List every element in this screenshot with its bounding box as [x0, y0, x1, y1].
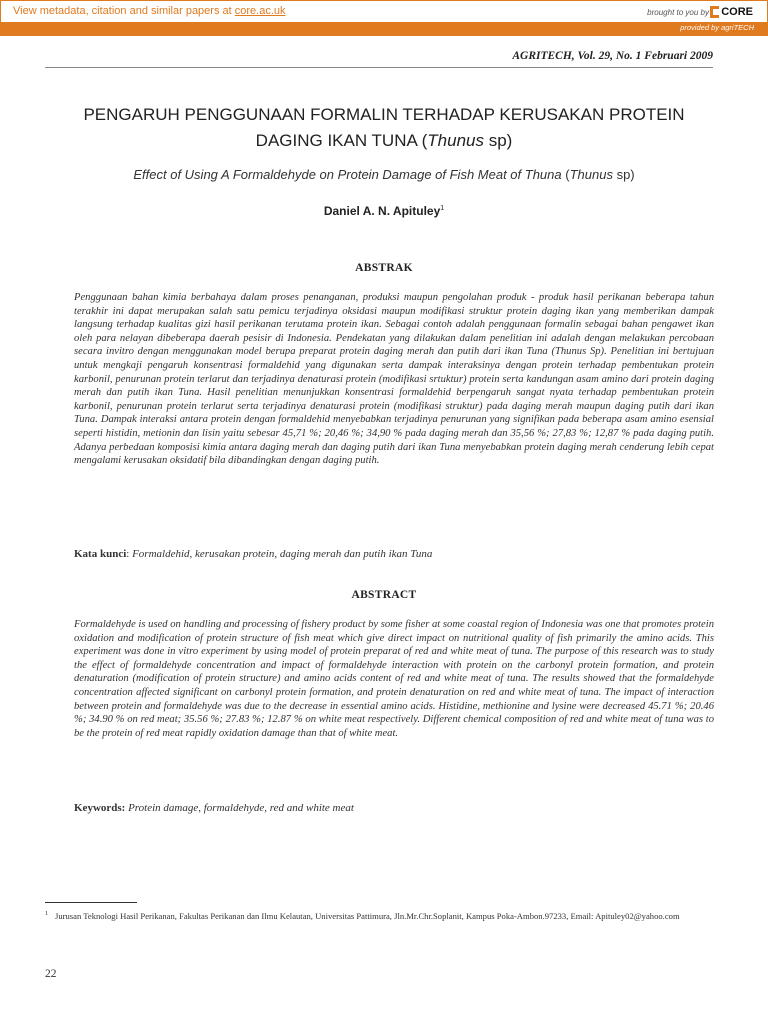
title-species: Thunus — [427, 131, 484, 150]
subtitle-paren: ( — [561, 167, 570, 182]
abstract-heading: ABSTRACT — [351, 589, 417, 601]
metadata-text: View metadata, citation and similar papers at — [13, 5, 235, 17]
journal-header: AGRITECH, Vol. 29, No. 1 Februari 2009 — [512, 50, 713, 62]
kata-kunci-sep: : — [126, 548, 133, 560]
core-provided-strip — [0, 22, 768, 36]
subtitle-end: sp) — [612, 167, 635, 182]
abstract-body: Formaldehyde is used on handling and processing of fishery product by some fisher at some coastal region of Indonesia was one that promotes protein oxidation and modification of protein structure of fish meat which give direct impact on nutritional quality of fish primarily the amino acids. This experiment was done in vitro experiment by using model of protein preparat of red and white meat of tuna. The purpose of this research was to study the effect of formaldehyde concentration and impact of formaldehyde interaction with protein on the carbonyl protein formation, and protein denaturation (modification of protein structure) and amino acids content of red and white meat of tuna. The results showed that the formaldehyde concentration affected significant on carbonyl protein formation, and protein denaturation on red and white meat of tuna. The impact of interaction between protein and formaldehyde was due to the decrease in essential amino acids. Histidine, methionine and lysine were decreased 45.71 %; 20.46 %; 34.90 % on red meat; 35.56 %; 27.83 %; 12.87 % on white meat respectively. Different chemical composition of red and white meat of tuna was to be the protein of red meat rapidly oxidation damage than that of white meat. — [74, 619, 714, 739]
header-divider — [45, 67, 713, 68]
core-logo-text: CORE — [721, 6, 753, 18]
core-banner — [0, 0, 768, 36]
core-logo-icon — [710, 6, 719, 18]
page-number: 22 — [45, 968, 57, 980]
author — [60, 204, 708, 218]
title-line-2-text: DAGING IKAN TUNA ( — [255, 131, 428, 150]
kata-kunci-label: Kata kunci — [74, 548, 127, 560]
keywords — [74, 802, 714, 814]
kata-kunci-text: Formaldehid, kerusakan protein, daging merah dan putih ikan Tuna — [132, 548, 433, 560]
brought-by-text: brought to you by — [647, 8, 709, 17]
keywords-text: Protein damage, formaldehyde, red and white meat — [125, 802, 354, 814]
provided-by-text: provided by agriTECH — [680, 23, 754, 32]
footnote — [45, 910, 713, 922]
author-name: Daniel A. N. Apituley — [323, 204, 441, 218]
title-line-2-end: sp) — [483, 131, 513, 150]
footnote-divider — [45, 902, 137, 903]
title-line-2 — [60, 128, 708, 154]
abstrak-body: Penggunaan bahan kimia berbahaya dalam proses penanganan, produksi maupun pengolahan produk - produk hasil perikanan beberapa tahun terakhir ini dapat merupakan salah satu pemicu terjadinya oksidasi maupun modifikasi struktur protein daging ikan yang memberikan dampak langsung terhadap kualitas gizi hasil perikanan terutama protein ikan. Sebagai contoh adalah penggunaan formalin sebagai bahan pengawet ikan oleh para nelayan dibeberapa daerah pesisir di Indonesia. Pendekatan yang dilakukan dalam penelitian ini adalah dengan melakukan percobaan secara invitro dengan menggunakan model berupa preparat protein daging merah dan putih dari ikan Tuna (Thunus Sp). Penelitian ini bertujuan untuk mengkaji pengaruh konsentrasi formaldehid yang digunakan serta dampak interaksinya dengan protein terhadap pembentukan protein karbonil, penurunan protein terlarut dan terjadinya denaturasi protein (modifikasi srtuktur) protein serta kandungan asam amino dari protein daging merah dan putih ikan Tuna. Hasil penelitian menunjukkan konsentrasi formaldehid berpengaruh sangat nyata terhadap pembentukan protein karbonil, penurunan protein terlarut serta terjadinya denaturasi protein (modifikasi struktur) pada daging merah maupun daging putih dari ikan Tuna. Dampak interaksi antara protein dengan formaldehid menyebabkan terjadinya penurunan yang signifikan pada beberapa asam amino esensial seperti histidin, metionin dan lisin yaitu sebesar 45,71 %; 20,46 %; 34,90 % pada daging merah dan 35,56 %; 27,83 %; 12,87 % pada daging putih. Adanya perbedaan komposisi kimia antara daging merah dan daging putih dari ikan Tuna menyebabkan protein daging merah cenderung lebih cepat mengalami kerusakan oksidatif bila dibandingkan dengan daging putih. — [74, 292, 714, 467]
core-banner-top — [0, 0, 768, 22]
subtitle-text: Effect of Using A Formaldehyde on Protein Damage of Fish Meat of Thuna — [133, 167, 562, 182]
author-footnote-marker: 1 — [440, 205, 445, 212]
footnote-text: Jurusan Teknologi Hasil Perikanan, Fakultas Perikanan dan Ilmu Kelautan, Universitas Pattimura, Jln.Mr.Chr.Soplanit, Kampus Poka-Ambon.97233, Email: Apituley02@yahoo.com — [55, 911, 680, 921]
keywords-label: Keywords: — [74, 802, 126, 814]
subtitle-species: Thunus — [569, 167, 613, 182]
paper-subtitle — [60, 167, 708, 182]
kata-kunci — [74, 548, 714, 560]
paper-title — [60, 102, 708, 154]
metadata-notice — [13, 5, 286, 17]
footnote-marker: 1 — [45, 910, 49, 917]
core-link[interactable]: core.ac.uk — [234, 5, 286, 17]
title-line-1: PENGARUH PENGGUNAAN FORMALIN TERHADAP KERUSAKAN PROTEIN — [83, 105, 685, 124]
core-logo[interactable] — [710, 5, 753, 19]
abstrak-heading: ABSTRAK — [355, 262, 413, 274]
